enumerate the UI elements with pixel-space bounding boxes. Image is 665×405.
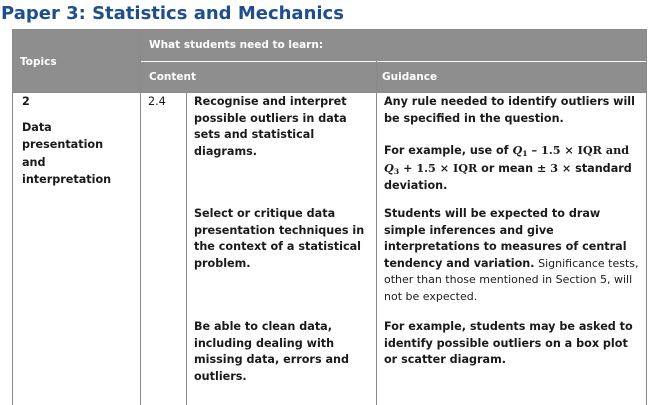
example-q1-subscript: 1 [522, 148, 528, 158]
guidance-example [384, 142, 646, 195]
topic-line-3: and [22, 156, 46, 169]
topic-line-1: Data [22, 121, 52, 134]
table-right-border [646, 29, 647, 405]
topics-header-label: Topics [20, 56, 57, 68]
table-body-top [12, 92, 646, 93]
topic-number: 2 [22, 95, 30, 108]
content-header-label: Content [149, 71, 197, 83]
section-number: 2.4 [148, 95, 166, 108]
example-q1: Q [512, 143, 523, 157]
example-tail: standard deviation. [384, 161, 632, 192]
header-divider [141, 61, 646, 62]
page-title: Paper 3: Statistics and Mechanics [1, 3, 344, 24]
section-divider [186, 92, 187, 405]
guidance-row-2 [384, 206, 642, 305]
content-row-2: Select or critique data presentation techniques in the context of a statistical problem. [194, 207, 365, 270]
example-formula-2: + 1.5 × IQR [399, 160, 478, 175]
table-top-border [12, 29, 646, 30]
topics-header [12, 30, 140, 92]
table-left-border [12, 29, 13, 405]
topics-divider [140, 29, 141, 405]
guidance-divider [376, 61, 377, 405]
example-q3-subscript: 3 [393, 166, 400, 176]
guidance-row-2-bold: Students will be expected to draw simple inferences and give interpretations to measures of central tendency and variation. [384, 207, 627, 270]
guidance-row-2-normal: Significance tests, other than those mentioned in Section 5, will not be expected. [384, 256, 639, 303]
example-mid: or mean [477, 161, 537, 175]
guidance-row-1: Any rule needed to identify outliers will be specified in the question. [384, 95, 635, 125]
topic-line-4: interpretation [22, 173, 112, 186]
content-header [141, 62, 376, 92]
content-row-1: Recognise and interpret possible outliers in data sets and statistical diagrams. [194, 95, 347, 158]
example-formula-1: – 1.5 × IQR and [527, 143, 630, 157]
guidance-row-3: For example, students may be asked to identify possible outliers on a box plot or scatter diagram. [384, 320, 633, 366]
topic-line-2: presentation [22, 138, 104, 151]
guidance-header [377, 62, 646, 92]
content-row-3: Be able to clean data, including dealing with missing data, errors and outliers. [194, 320, 350, 383]
learn-header [141, 30, 646, 61]
learn-header-label: What students need to learn: [149, 39, 324, 51]
example-q3: Q [384, 160, 394, 175]
example-pm: ± 3 × [536, 160, 572, 175]
example-lead: For example, use of [384, 144, 509, 157]
guidance-header-label: Guidance [382, 71, 438, 83]
